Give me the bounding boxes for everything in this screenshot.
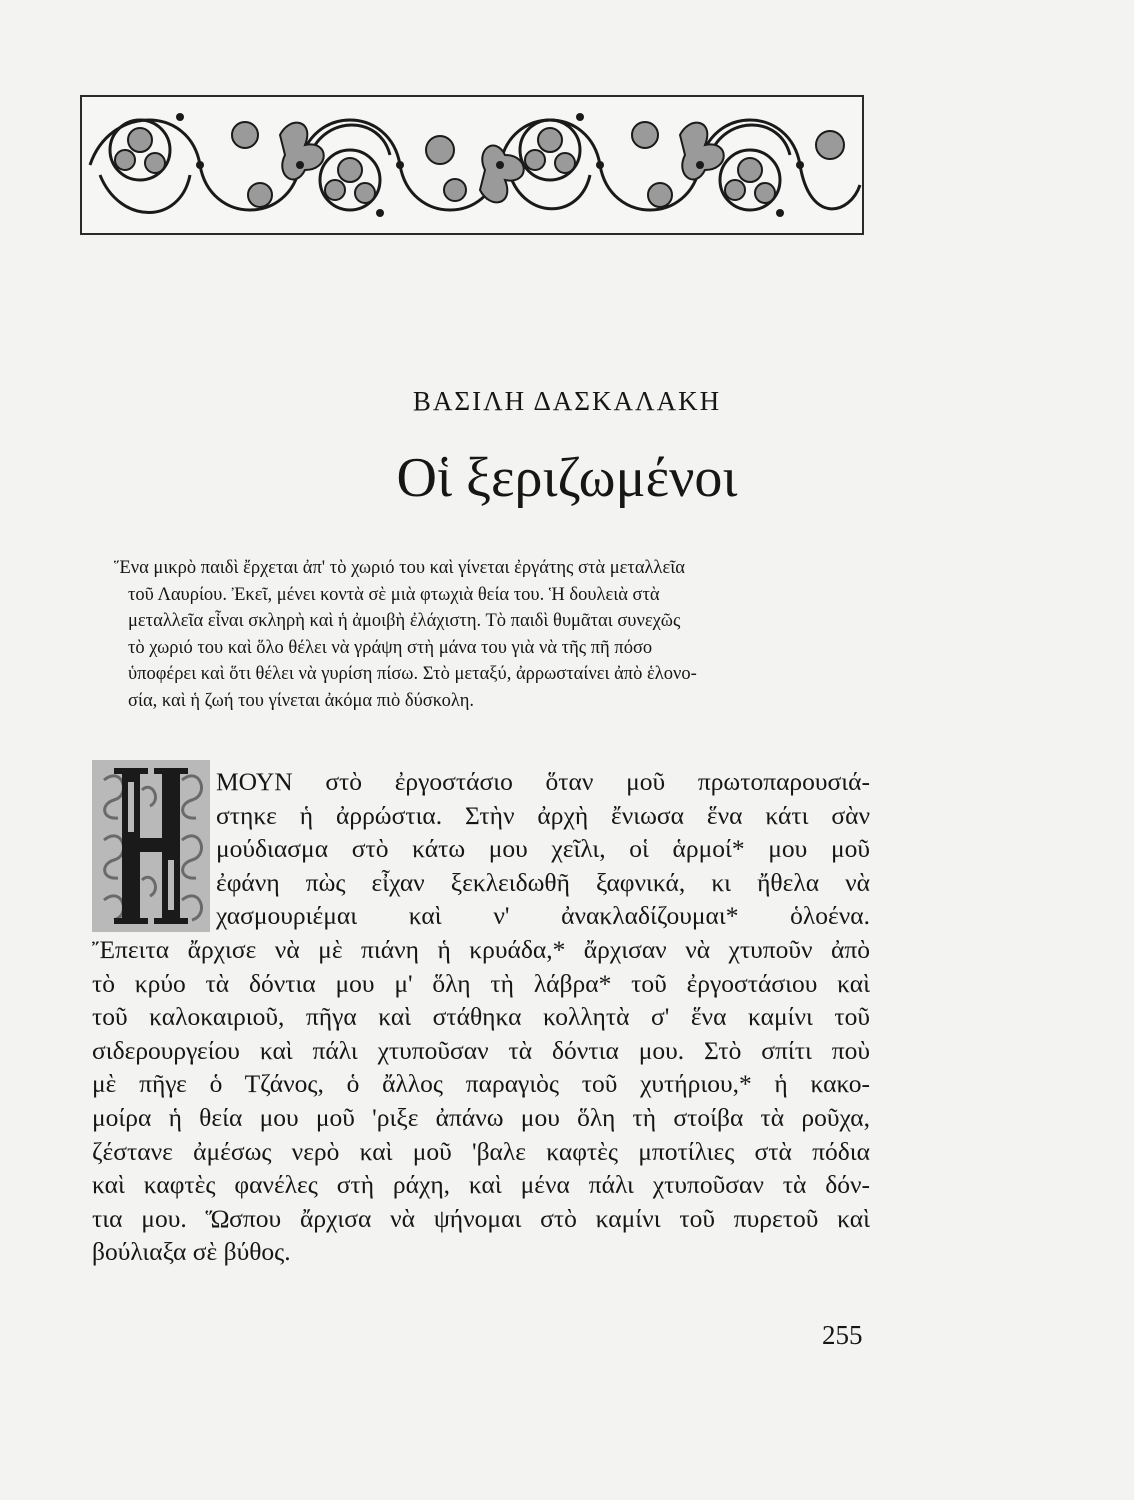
body-line: ζέστανε ἀμέσως νερὸ καὶ μοῦ 'βαλε καφτὲς μποτίλιες στὰ πόδια (92, 1136, 870, 1166)
summary-line: Ἕνα μικρὸ παιδὶ ἔρχεται ἀπ' τὸ χωριό του καὶ γίνεται ἐργάτης στὰ μεταλλεῖα (114, 558, 685, 578)
body-line: μοίρα ἡ θεία μου μοῦ 'ριξε ἀπάνω μου ὅλη τὴ στοίβα τὰ ροῦχα, (92, 1102, 870, 1132)
body-line: βούλιαξα σὲ βύθος. (92, 1237, 291, 1267)
decorative-ornament-border (80, 95, 864, 235)
floral-ornament-icon (80, 95, 864, 235)
summary-line: μεταλλεῖα εἶναι σκληρὴ καὶ ἡ ἀμοιβὴ ἐλάχιστη. Τὸ παιδὶ θυμᾶται συνεχῶς (128, 611, 681, 632)
summary-line: τὸ χωριό του καὶ ὅλο θέλει νὰ γράψη στὴ μάνα του γιὰ νὰ τῆς πῆ πόσο (128, 637, 653, 658)
body-line: τὸ κρύο τὰ δόντια μου μ' ὅλη τὴ λάβρα* τοῦ ἐργοστάσιου καὶ (92, 968, 870, 998)
body-line: μούδιασμα στὸ κάτω μου χεῖλι, οἱ ἁρμοί* μου μοῦ (216, 834, 870, 864)
summary-line: τοῦ Λαυρίου. Ἐκεῖ, μένει κοντὰ σὲ μιὰ φτωχιὰ θεία του. Ἡ δουλειὰ στὰ (128, 584, 660, 605)
story-body (92, 765, 870, 1269)
body-line: ἐφάνη πὼς εἶχαν ξεκλειδωθῆ ξαφνικά, κι ἤθελα νὰ (216, 867, 870, 897)
body-line: σιδερουργείου καὶ πάλι χτυποῦσαν τὰ δόντια μου. Στὸ σπίτι ποὺ (92, 1035, 870, 1065)
story-title: Οἱ ξεριζωμένοι (396, 447, 738, 509)
page-number: 255 (822, 1320, 863, 1350)
body-line: Ἔπειτα ἄρχισε νὰ μὲ πιάνη ἡ κρυάδα,* ἄρχισαν νὰ χτυποῦν ἀπὸ (92, 934, 870, 964)
body-line: μὲ πῆγε ὁ Τζάνος, ὁ ἄλλος παραγιὸς τοῦ χυτήριου,* ἡ κακο- (92, 1069, 870, 1099)
body-line: χασμουριέμαι καὶ ν' ἀνακλαδίζουμαι* ὁλοένα. (216, 901, 870, 931)
author-name: ΒΑΣΙΛΗ ΔΑΣΚΑΛΑΚΗ (412, 386, 722, 416)
body-line: τια μου. Ὥσπου ἄρχισα νὰ ψήνομαι στὸ καμίνι τοῦ πυρετοῦ καὶ (92, 1203, 870, 1233)
story-summary (114, 555, 868, 715)
body-line: ΜΟΥΝ στὸ ἐργοστάσιο ὅταν μοῦ πρωτοπαρουσιά- (216, 767, 870, 796)
body-line: στηκε ἡ ἀρρώστια. Στὴν ἀρχὴ ἔνιωσα ἕνα κάτι σὰν (216, 800, 870, 830)
body-line: καὶ καφτὲς φανέλες στὴ ράχη, καὶ μένα πάλι χτυποῦσαν τὰ δόν- (92, 1170, 870, 1200)
summary-line: ὑποφέρει καὶ ὅτι θέλει νὰ γυρίση πίσω. Στὸ μεταξύ, ἀρρωσταίνει ἀπὸ ἑλονο- (128, 664, 697, 685)
body-line: τοῦ καλοκαιριοῦ, πῆγα καὶ στάθηκα κολλητὰ σ' ἕνα καμίνι τοῦ (92, 1002, 870, 1032)
summary-line: σία, καὶ ἡ ζωή του γίνεται ἀκόμα πιὸ δύσκολη. (128, 690, 475, 711)
